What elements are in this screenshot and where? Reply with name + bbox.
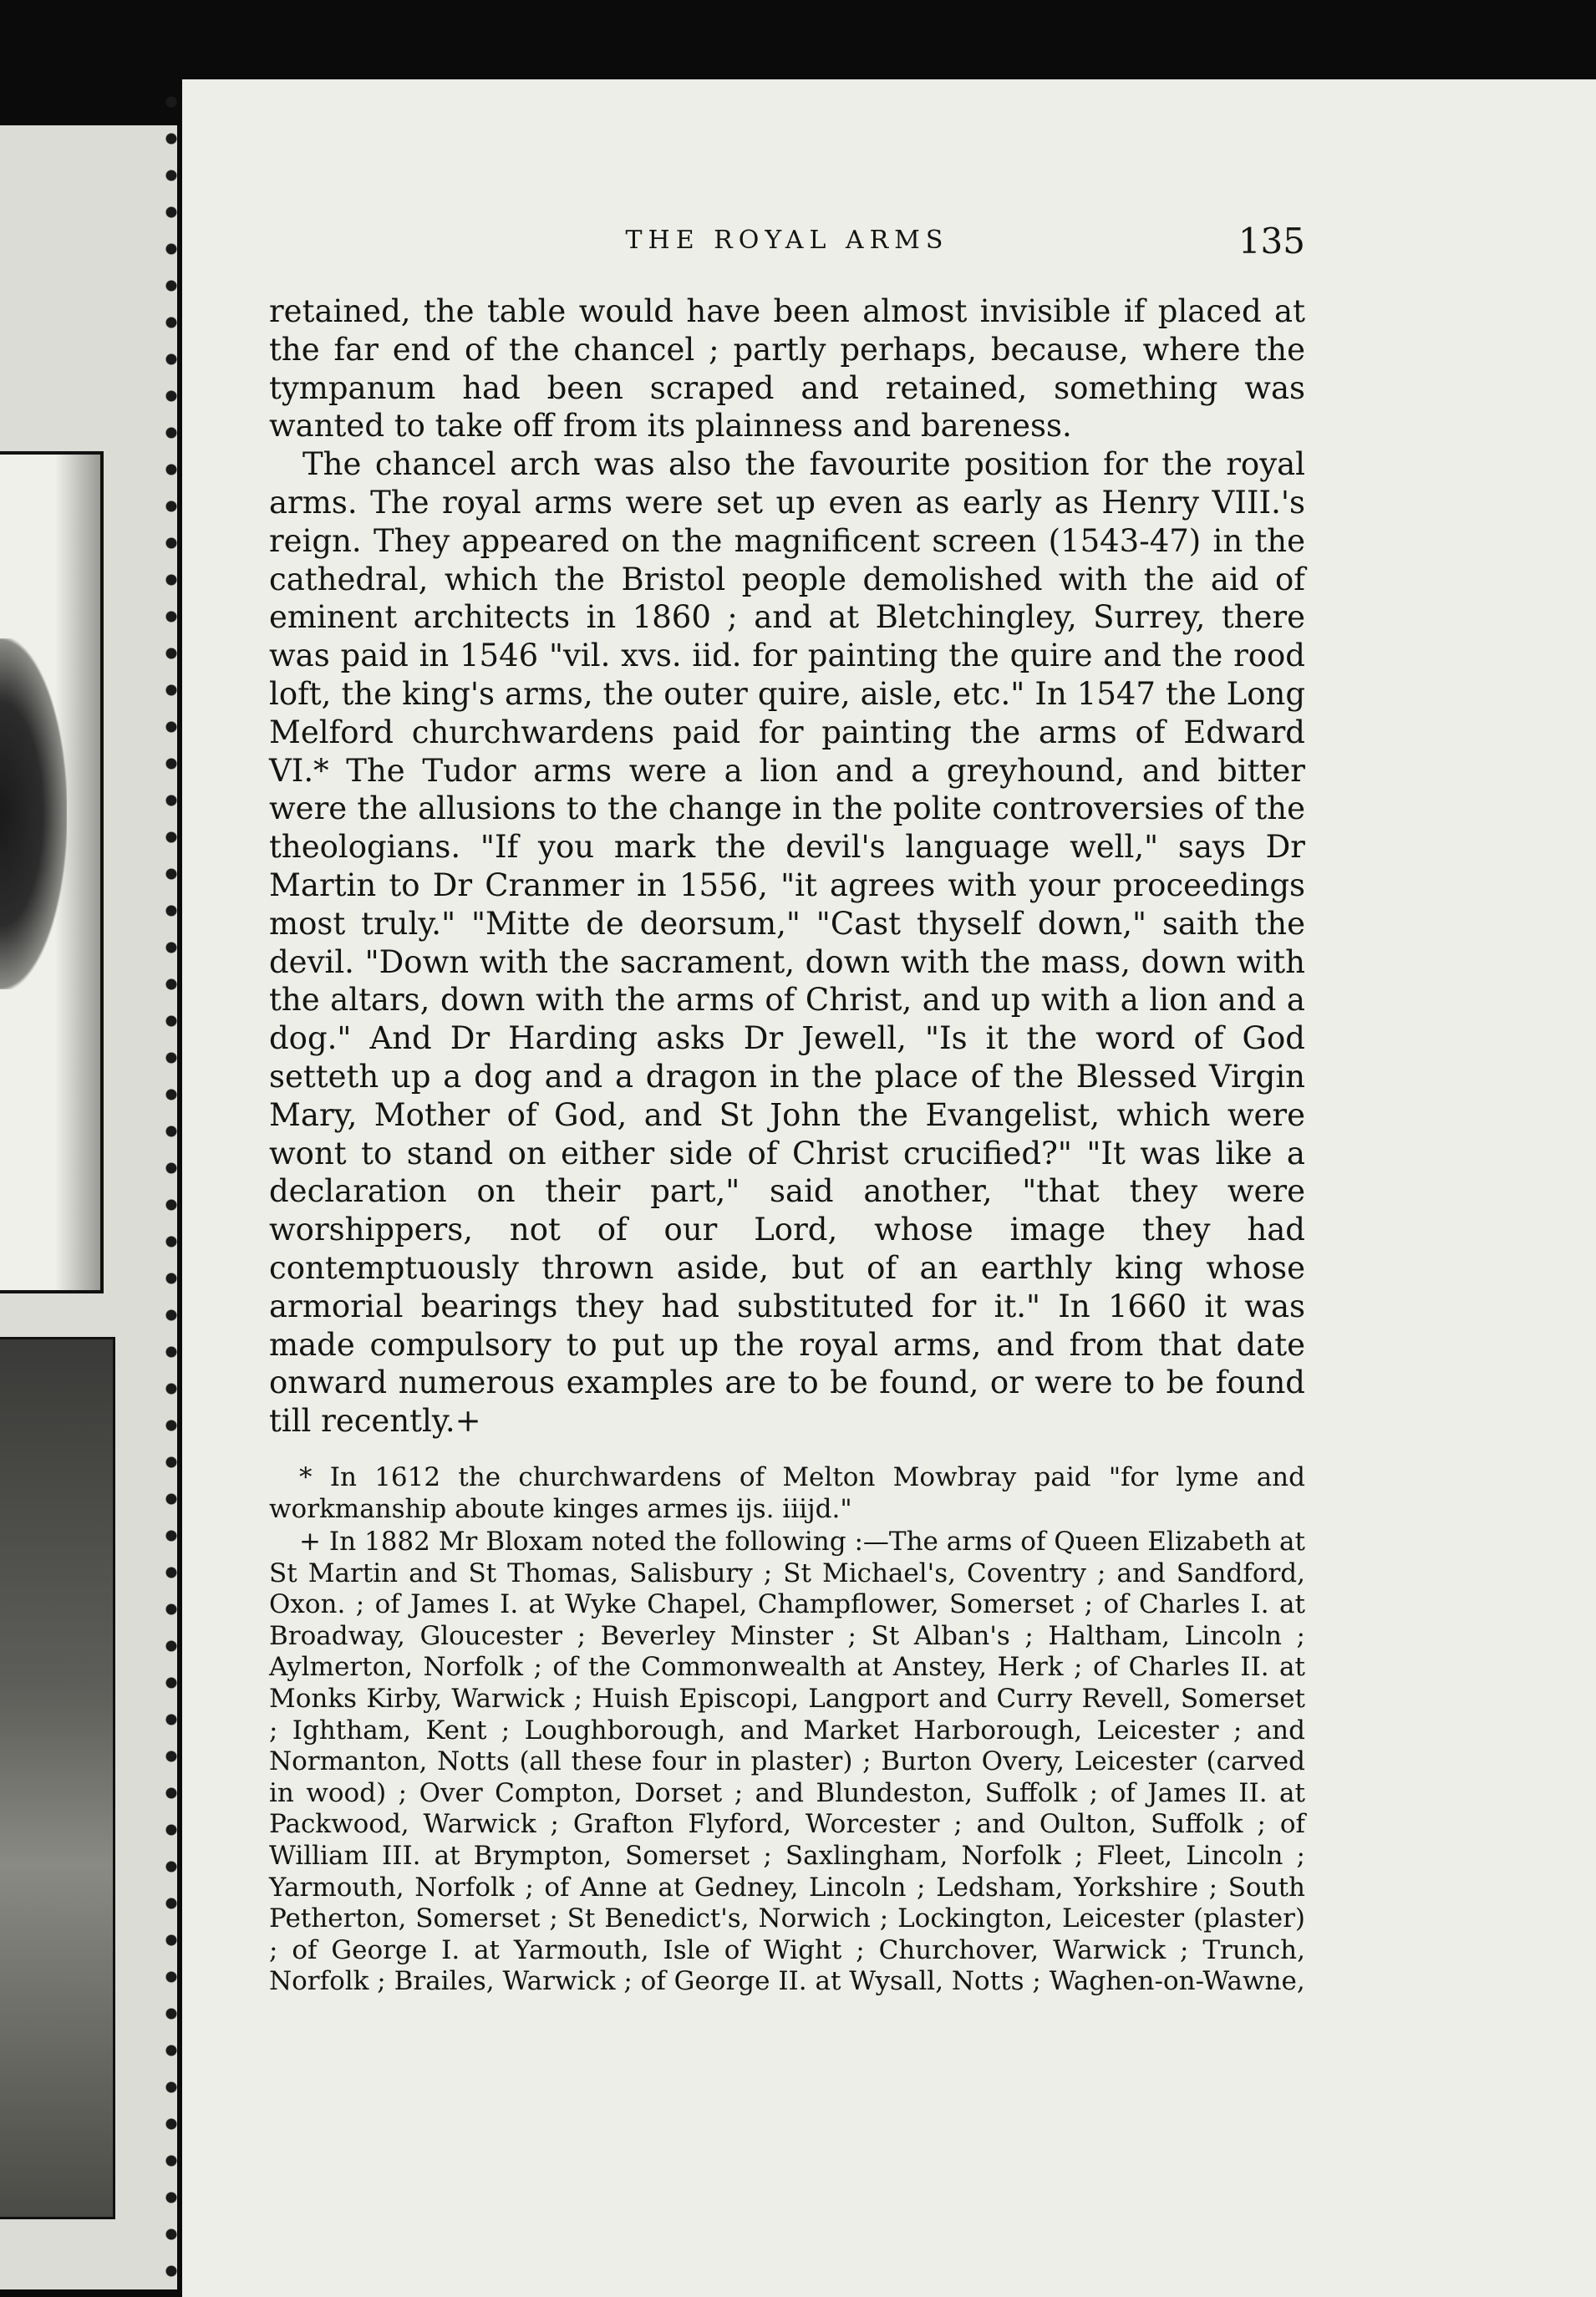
left-page-photograph: [0, 1337, 115, 2219]
text-column: [269, 221, 1305, 2000]
footnote: + In 1882 Mr Bloxam noted the following :—The arms of Queen Elizabeth at St Martin and St Thomas, Salisbury ; St Michael's, Coventry ; and Sandford, Oxon. ; of James I. at Wyke Chapel, Champflower, Somerset ; of Charles I. at Broadway, Gloucester ; Beverley Minster ; St Alban's ; Haltham, Lincoln ; Aylmerton, Norfolk ; of the Commonwealth at Anstey, Herk ; of Charles II. at Monks Kirby, Warwick ; Huish Episcopi, Langport and Curry Revell, Somerset ; Ightham, Kent ; Loughborough, and Market Harborough, Leicester ; and Normanton, Notts (all these four in plaster) ; Burton Overy, Leicester (carved in wood) ; Over Compton, Dorset ; and Blundeston, Suffolk ; of James II. at Packwood, Warwick ; Grafton Flyford, Worcester ; and Oulton, Suffolk ; of William III. at Brympton, Somerset ; Saxlingham, Norfolk ; Fleet, Lincoln ; Yarmouth, Norfolk ; of Anne at Gedney, Lincoln ; Ledsham, Yorkshire ; South Petherton, Somerset ; St Benedict's, Norwich ; Lockington, Leicester (plaster) ; of George I. at Yarmouth, Isle of Wight ; Churchover, Warwick ; Trunch, Norfolk ; Brailes, Warwick ; of George II. at Wysall, Notts ; Waghen-on-Wawne,: [269, 1527, 1305, 1997]
left-facing-page: [0, 125, 177, 2289]
page-number: 135: [1238, 221, 1305, 262]
page-header: [269, 221, 1305, 292]
footnotes: [269, 1462, 1305, 1998]
illustration-shape: [0, 638, 67, 989]
binding-edge: [160, 84, 182, 2289]
body-paragraph: retained, the table would have been almost invisible if placed at the far end of the chancel ; partly perhaps, because, where the tympanum had been scraped and retained, something was wanted to take off from its plainness and bareness.: [269, 293, 1305, 445]
running-head: THE ROYAL ARMS: [625, 226, 949, 255]
footnote: * In 1612 the churchwardens of Melton Mowbray paid "for lyme and workmanship aboute kinges armes ijs. iiijd.": [269, 1461, 1305, 1524]
body-paragraph: The chancel arch was also the favourite position for the royal arms. The royal arms were set up even as early as Henry VIII.'s reign. They appeared on the magnificent screen (1543-47) in the cathedral, which the Bristol people demolished with the aid of eminent architects in 1860 ; and at Bletchingley, Surrey, there was paid in 1546 "vil. xvs. iid. for painting the quire and the rood loft, the king's arms, the outer quire, aisle, etc." In 1547 the Long Melford churchwardens paid for painting the arms of Edward VI.* The Tudor arms were a lion and a greyhound, and bitter were the allusions to the change in the polite controversies of the theologians. "If you mark the devil's language well," says Dr Martin to Dr Cranmer in 1556, "it agrees with your proceedings most truly." "Mitte de deorsum," "Cast thyself down," saith the devil. "Down with the sacrament, down with the mass, down with the altars, down with the arms of Christ, and up with a lion and a dog." And Dr Harding asks Dr Jewell, "Is it the word of God setteth up a dog and a dragon in the place of the Blessed Virgin Mary, Mother of God, and St John the Evangelist, which were wont to stand on either side of Christ crucified?" "It was like a declaration on their part," said another, "that they were worshippers, not of our Lord, whose image they had contemptuously thrown aside, but of an earthly king whose armorial bearings they had substituted for it." In 1660 it was made compulsory to put up the royal arms, and from that date onward numerous examples are to be found, or were to be found till recently.+: [269, 446, 1305, 1440]
left-page-illustration: [0, 451, 104, 1293]
